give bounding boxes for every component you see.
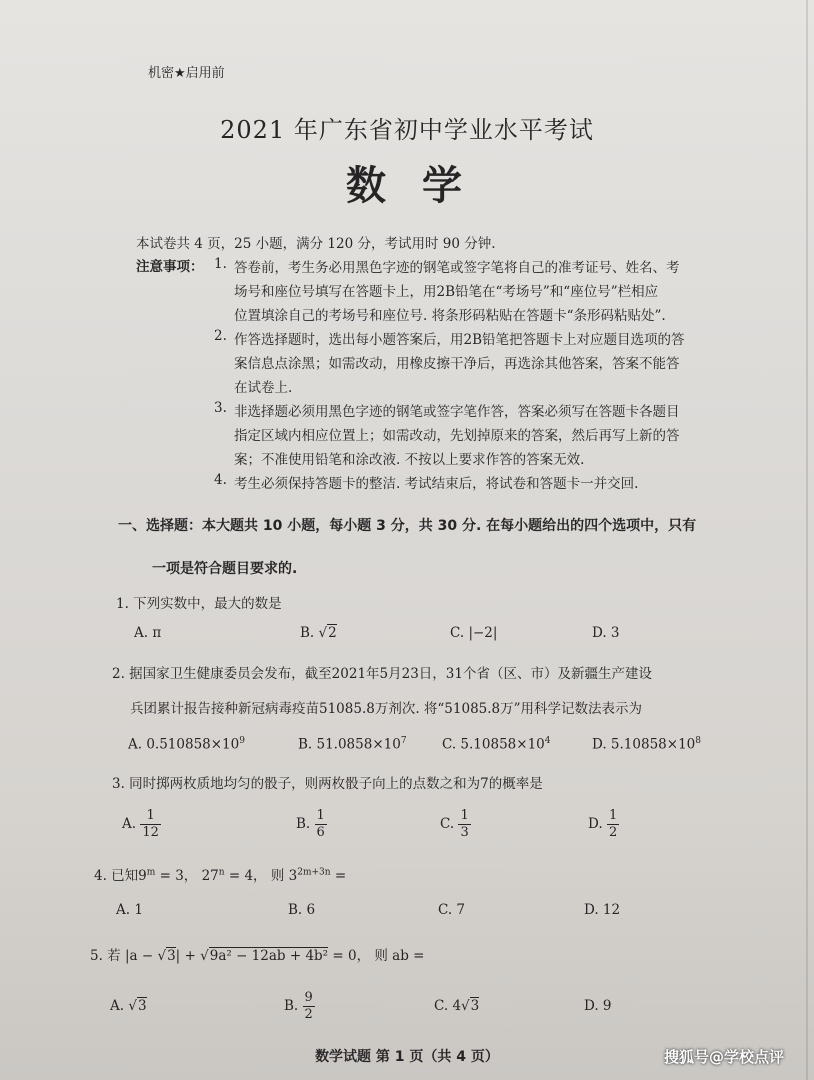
q5-option-b xyxy=(284,990,315,1023)
option-label: C. xyxy=(450,625,465,641)
fraction xyxy=(315,808,327,841)
option-value: B. 51.0858×10 xyxy=(298,736,401,753)
numerator: 9 xyxy=(304,990,313,1005)
notice-line: 在试卷上. xyxy=(234,380,293,396)
option-label: C. xyxy=(434,998,449,1014)
option-value: D. 5.10858×10 xyxy=(592,736,696,753)
coefficient: 4 xyxy=(452,998,462,1014)
q5-option-a: A. √3 xyxy=(110,998,147,1014)
notice-label: 注意事项： xyxy=(136,259,204,275)
question-2-stem-cont: 兵团累计报告接种新冠病毒疫苗51085.8万剂次. 将“51085.8万”用科学记数法表示为 xyxy=(130,701,643,717)
notice-line: 非选择题必须用黑色字迹的钢笔或签字笔作答，答案必须写在答题卡各题目 xyxy=(234,404,680,420)
radicand: 2 xyxy=(328,625,337,641)
option-value: A. 0.510858×10 xyxy=(128,736,240,753)
radicand: 9a² − 12ab + 4b² xyxy=(209,948,329,964)
exponent: 2m+3n xyxy=(297,867,331,878)
notice-number: 3. xyxy=(214,400,227,416)
stem-text: 5. 若 |a − xyxy=(90,948,158,964)
exponent: 7 xyxy=(400,736,407,746)
denominator: 2 xyxy=(608,825,618,840)
question-4-stem xyxy=(94,864,346,884)
denominator: 6 xyxy=(316,825,325,840)
exponent: 9 xyxy=(239,736,245,746)
numerator: 1 xyxy=(460,808,469,823)
q4-option-b: B. 6 xyxy=(288,902,316,918)
q3-option-c xyxy=(440,808,471,841)
q1-option-a: A. π xyxy=(134,625,162,641)
numerator: 1 xyxy=(316,808,325,823)
notice-number: 1. xyxy=(214,256,227,272)
q5-option-c: C. 4√3 xyxy=(434,998,480,1014)
stem-text: | + xyxy=(175,948,201,964)
section-heading-cont: 一项是符合题目要求的. xyxy=(152,561,298,577)
q2-option-a xyxy=(128,736,245,753)
radicand: 3 xyxy=(137,998,147,1014)
q1-option-d: D. 3 xyxy=(592,625,620,641)
confidential-label: 机密★启用前 xyxy=(148,66,225,81)
fraction xyxy=(607,808,619,841)
question-1-stem: 1. 下列实数中，最大的数是 xyxy=(116,596,282,612)
radicand: 3 xyxy=(167,948,176,964)
exam-intro: 本试卷共 4 页，25 小题，满分 120 分，考试用时 90 分钟. xyxy=(136,236,496,252)
option-value: |−2| xyxy=(468,625,498,641)
exam-title: 2021 年广东省初中学业水平考试 xyxy=(220,116,594,144)
notice-line: 考生必须保持答题卡的整洁. 考试结束后，将试卷和答题卡一并交回. xyxy=(234,476,639,492)
watermark: 搜狐号@学校点评 xyxy=(664,1048,785,1066)
fraction xyxy=(458,808,470,841)
notice-line: 作答选择题时，选出每小题答案后，用2B铅笔把答题卡上对应题目选项的答 xyxy=(234,332,685,348)
exponent: 4 xyxy=(544,736,551,746)
question-5-stem: 5. 若 |a − √3| + √9a² − 12ab + 4b² = 0， 则 ab = xyxy=(90,948,425,964)
option-label: B. xyxy=(300,625,315,641)
subject-title: 数学 xyxy=(346,163,498,209)
q4-option-d: D. 12 xyxy=(584,902,621,918)
stem-text: = 3， 27 xyxy=(155,868,219,884)
option-value: C. 5.10858×10 xyxy=(442,736,545,753)
fraction xyxy=(303,990,315,1023)
notice-line: 答卷前，考生务必用黑色字迹的钢笔或签字笔将自己的准考证号、姓名、考 xyxy=(234,260,680,276)
notice-line: 案信息点涂黑；如需改动，用橡皮擦干净后，再选涂其他答案，答案不能答 xyxy=(234,356,680,372)
notice-number: 2. xyxy=(214,328,227,344)
q1-option-b: B. √2 xyxy=(300,625,337,641)
radicand: 3 xyxy=(470,998,480,1014)
q1-option-c xyxy=(450,625,497,641)
q4-option-a: A. 1 xyxy=(116,902,143,918)
question-3-stem: 3. 同时掷两枚质地均匀的骰子，则两枚骰子向上的点数之和为7的概率是 xyxy=(112,776,543,792)
q2-option-d xyxy=(592,736,701,753)
q4-option-c: C. 7 xyxy=(438,902,466,918)
page-footer: 数学试题 第 1 页（共 4 页） xyxy=(315,1049,499,1065)
section-heading: 一、选择题：本大题共 10 小题，每小题 3 分，共 30 分. 在每小题给出的四个选项中，只有 xyxy=(118,518,697,534)
q3-option-b xyxy=(296,808,327,841)
exponent: n xyxy=(218,867,225,878)
option-label: B. xyxy=(296,816,311,832)
notice-number: 4. xyxy=(214,472,227,488)
option-label: C. xyxy=(440,816,455,832)
fraction xyxy=(140,808,161,841)
notice-line: 位置填涂自己的考场号和座位号. 将条形码粘贴在答题卡“条形码粘贴处”. xyxy=(234,308,666,324)
stem-text: = 0， 则 ab = xyxy=(328,948,425,964)
notice-line: 场号和座位号填写在答题卡上，用2B铅笔在“考场号”和“座位号”栏相应 xyxy=(234,284,659,300)
option-label: B. xyxy=(284,998,299,1014)
question-2-stem: 2. 据国家卫生健康委员会发布，截至2021年5月23日，31个省（区、市）及新疆生产建设 xyxy=(112,666,652,682)
option-label: D. xyxy=(588,816,603,832)
numerator: 1 xyxy=(140,808,161,825)
option-label: A. xyxy=(122,816,137,832)
q2-option-b xyxy=(298,736,407,753)
notice-line: 指定区域内相应位置上；如需改动，先划掉原来的答案，然后再写上新的答 xyxy=(234,428,680,444)
option-label: A. xyxy=(110,998,125,1014)
exponent: 8 xyxy=(695,736,701,746)
q5-option-d: D. 9 xyxy=(584,998,612,1014)
stem-text: 4. 已知9 xyxy=(94,868,147,884)
numerator: 1 xyxy=(608,808,618,823)
q3-option-a xyxy=(122,808,161,841)
q3-option-d xyxy=(588,808,619,841)
denominator: 2 xyxy=(304,1007,313,1022)
q2-option-c xyxy=(442,736,550,753)
denominator: 12 xyxy=(142,825,159,840)
stem-text: = 4， 则 3 xyxy=(224,868,298,884)
stem-text: = xyxy=(330,868,347,884)
exponent: m xyxy=(146,867,156,878)
denominator: 3 xyxy=(460,825,469,840)
notice-line: 案；不准使用铅笔和涂改液. 不按以上要求作答的答案无效. xyxy=(234,452,585,468)
